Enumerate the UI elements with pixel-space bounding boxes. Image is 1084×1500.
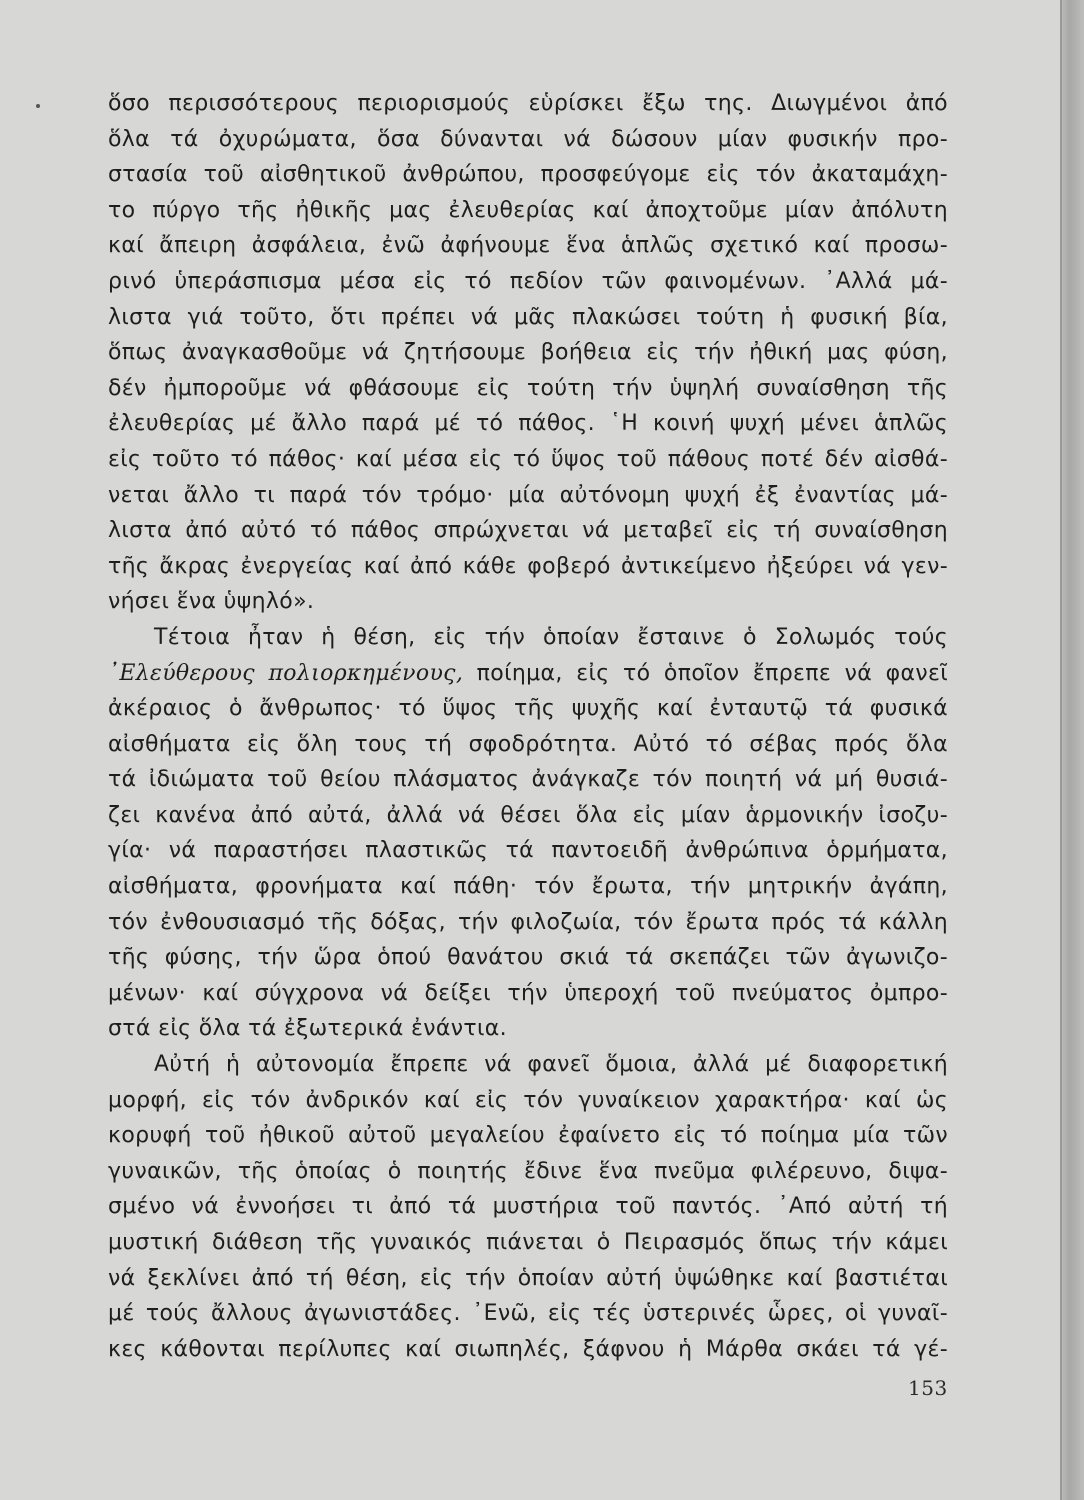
text-line: μυστική διάθεση τῆς γυναικός πιάνεται ὁ Πειρασμός ὅπως τήν κάμει [108,1230,948,1255]
text-line: ὅλα τά ὀχυρώματα, ὅσα δύνανται νά δώσουν μίαν φυσικήν προ- [108,126,948,152]
text-fragment: ποίημα, εἰς τό ὁποῖον ἔπρεπε νά φανεῖ [463,660,948,686]
text-line: δέν ἠμποροῦμε νά φθάσουμε εἰς τούτη τήν ὑψηλή συναίσθηση τῆς [108,375,948,401]
text-line: Αὐτή ἡ αὐτονομία ἔπρεπε νά φανεῖ ὅμοια, ἀλλά μέ διαφορετική [154,1052,948,1078]
text-line: καί ἄπειρη ἀσφάλεια, ἐνῶ ἀφήνουμε ἕνα ἁπλῶς σχετικό καί προσω- [108,233,948,259]
text-line: νεται ἄλλο τι παρά τόν τρόμο· μία αὐτόνομη ψυχή ἐξ ἐναντίας μά- [108,482,948,508]
paragraph-3 [108,1047,948,1367]
text-line: γία· νά παραστήσει πλαστικῶς τά παντοειδῆ ἀνθρώπινα ὁρμήματα, [108,838,948,864]
text-line: Τέτοια ἦταν ἡ θέση, εἰς τήν ὁποίαν ἔσταινε ὁ Σολωμός τούς [154,624,948,650]
text-line: ἐλευθερίας μέ ἄλλο παρά μέ τό πάθος. ῾Η κοινή ψυχή μένει ἁπλῶς [108,411,948,437]
text-line: ρινό ὑπεράσπισμα μέσα εἰς τό πεδίον τῶν φαινομένων. ᾿Αλλά μά- [108,268,948,294]
text-line: αἰσθήματα εἰς ὅλη τους τή σφοδρότητα. Αὐτό τό σέβας πρός ὅλα [108,731,948,757]
text-line: νά ξεκλίνει ἀπό τή θέση, εἰς τήν ὁποίαν αὐτή ὑψώθηκε καί βαστιέται [108,1265,948,1291]
text-line: τά ἰδιώματα τοῦ θείου πλάσματος ἀνάγκαζε τόν ποιητή νά μή θυσιά- [108,767,948,793]
text-line: τόν ἐνθουσιασμό τῆς δόξας, τήν φιλοζωία, τόν ἔρωτα πρός τά κάλλη [108,909,948,935]
text-line: τῆς ἄκρας ἐνεργείας καί ἀπό κάθε φοβερό ἀντικείμενο ἠξεύρει νά γεν- [108,553,948,579]
poem-title: ᾿Ελεύθερους πολιορκημένους, [108,660,464,686]
text-line: αἰσθήματα, φρονήματα καί πάθη· τόν ἔρωτα, τήν μητρικήν ἀγάπη, [108,874,948,900]
text-line: μορφή, εἰς τόν ἀνδρικόν καί εἰς τόν γυναίκειον χαρακτήρα· καί ὡς [108,1087,948,1113]
text-line: ζει κανένα ἀπό αὐτά, ἀλλά νά θέσει ὅλα εἰς μίαν ἁρμονικήν ἰσοζυ- [108,802,948,828]
text-line: λιστα γιά τοῦτο, ὅτι πρέπει νά μᾶς πλακώσει τούτη ἡ φυσική βία, [108,304,948,330]
text-line: κορυφή τοῦ ἠθικοῦ αὐτοῦ μεγαλείου ἐφαίνετο εἰς τό ποίημα μία τῶν [108,1123,948,1149]
text-line: κες κάθονται περίλυπες καί σιωπηλές, ξάφνου ἡ Μάρθα σκάει τά γέ- [108,1336,948,1362]
paragraph-1 [108,86,948,620]
text-line: στασία τοῦ αἰσθητικοῦ ἀνθρώπου, προσφεύγομε εἰς τόν ἀκαταμάχη- [108,162,948,188]
text-line: το πύργο τῆς ἠθικῆς μας ἐλευθερίας καί ἀποχτοῦμε μίαν ἀπόλυτη [108,197,948,223]
text-line: ὅσο περισσότερους περιορισμούς εὑρίσκει ἔξω της. Διωγμένοι ἀπό [108,91,948,116]
paragraph-2 [108,620,948,1047]
text-line: εἰς τοῦτο τό πάθος· καί μέσα εἰς τό ὕψος τοῦ πάθους ποτέ δέν αἰσθά- [108,446,948,472]
text-line-with-title [108,656,948,692]
page-number: 153 [908,1376,948,1400]
text-line: μέ τούς ἄλλους ἀγωνιστάδες. ᾿Ενῶ, εἰς τές ὑστερινές ὧρες, οἱ γυναῖ- [108,1301,948,1327]
text-line: λιστα ἀπό αὐτό τό πάθος σπρώχνεται νά μεταβεῖ εἰς τή συναίσθηση [108,518,948,544]
text-line: τῆς φύσης, τήν ὥρα ὁπού θανάτου σκιά τά σκεπάζει τῶν ἀγωνιζο- [108,945,948,971]
text-line: γυναικῶν, τῆς ὁποίας ὁ ποιητής ἔδινε ἕνα πνεῦμα φιλέρευνο, διψα- [108,1158,948,1184]
text-line: σμένο νά ἐννοήσει τι ἀπό τά μυστήρια τοῦ παντός. ᾿Από αὐτή τή [108,1194,948,1220]
text-line: ἀκέραιος ὁ ἄνθρωπος· τό ὕψος τῆς ψυχῆς καί ἐνταυτῷ τά φυσικά [108,696,948,722]
text-line: μένων· καί σύγχρονα νά δείξει τήν ὑπεροχή τοῦ πνεύματος ὀμπρο- [108,980,948,1006]
text-line: νήσει ἕνα ὑψηλό». [108,589,315,615]
text-line: στά εἰς ὅλα τά ἐξωτερικά ἐνάντια. [108,1016,507,1042]
margin-mark [36,104,40,108]
binding-shadow [1062,0,1084,1500]
text-line: ὅπως ἀναγκασθοῦμε νά ζητήσουμε βοήθεια εἰς τήν ἠθική μας φύση, [108,340,948,366]
body-text [108,86,948,1367]
